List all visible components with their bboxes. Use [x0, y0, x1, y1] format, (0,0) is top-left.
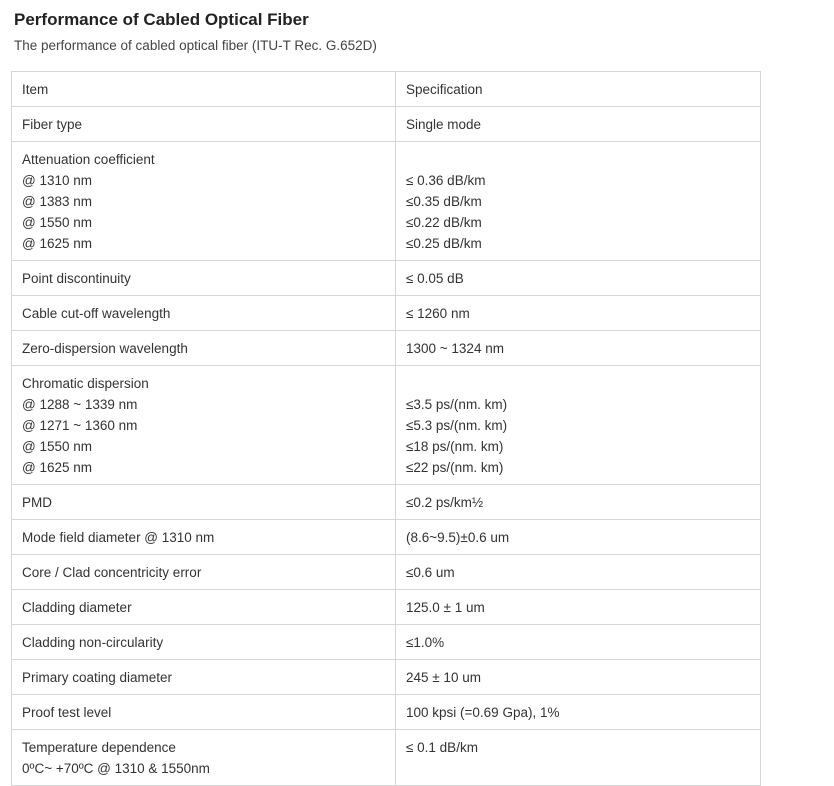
specification-text: ≤0.22 dB/km [406, 215, 482, 230]
specification-cell [396, 590, 761, 625]
specification-cell [396, 107, 761, 142]
item-cell [12, 520, 396, 555]
table-row [12, 142, 761, 261]
specification-text: ≤5.3 ps/(nm. km) [406, 418, 508, 433]
item-text: @ 1625 nm [22, 460, 92, 475]
item-cell [12, 590, 396, 625]
item-cell [12, 485, 396, 520]
item-text: Temperature dependence [22, 740, 176, 755]
specification-text: ≤0.6 um [406, 565, 455, 580]
specification-text [406, 758, 750, 779]
specification-cell [396, 555, 761, 590]
item-cell [12, 366, 396, 485]
table-header-row [12, 72, 761, 107]
table-row [12, 520, 761, 555]
item-cell [12, 72, 396, 107]
table-row [12, 730, 761, 786]
item-text: Zero-dispersion wavelength [22, 341, 188, 356]
item-text: 0ºC~ +70ºC @ 1310 & 1550nm [22, 761, 210, 776]
specification-text: (8.6~9.5)±0.6 um [406, 530, 510, 545]
specification-text: ≤18 ps/(nm. km) [406, 439, 504, 454]
table-row [12, 555, 761, 590]
table-row [12, 625, 761, 660]
table-row [12, 107, 761, 142]
item-text: @ 1288 ~ 1339 nm [22, 397, 138, 412]
specification-cell [396, 142, 761, 261]
page-subtitle: The performance of cabled optical fiber (ITU-T Rec. G.652D) [14, 38, 377, 53]
item-text: Mode field diameter @ 1310 nm [22, 530, 215, 545]
page-title: Performance of Cabled Optical Fiber [14, 10, 309, 29]
specification-text: 245 ± 10 um [406, 670, 481, 685]
specification-cell [396, 730, 761, 786]
table-row [12, 331, 761, 366]
specification-cell [396, 366, 761, 485]
item-cell [12, 660, 396, 695]
specification-text: ≤1.0% [406, 635, 445, 650]
item-cell [12, 296, 396, 331]
item-cell [12, 695, 396, 730]
item-text: Point discontinuity [22, 271, 131, 286]
item-text: PMD [22, 495, 52, 510]
specification-cell [396, 695, 761, 730]
specification-text [406, 373, 750, 394]
specification-text: ≤0.25 dB/km [406, 236, 482, 251]
specification-table [11, 71, 761, 786]
table-row [12, 660, 761, 695]
specification-text: ≤ 1260 nm [406, 306, 470, 321]
specification-table-body [12, 72, 761, 786]
specification-cell [396, 485, 761, 520]
specification-text: ≤22 ps/(nm. km) [406, 460, 504, 475]
item-text: @ 1383 nm [22, 194, 92, 209]
specification-text: ≤ 0.36 dB/km [406, 173, 486, 188]
specification-text: Specification [406, 82, 483, 97]
item-text: Cladding non-circularity [22, 635, 164, 650]
specification-text: ≤0.35 dB/km [406, 194, 482, 209]
specification-text: ≤ 0.05 dB [406, 271, 464, 286]
item-text: Attenuation coefficient [22, 152, 155, 167]
specification-cell [396, 72, 761, 107]
item-cell [12, 625, 396, 660]
item-text: Core / Clad concentricity error [22, 565, 202, 580]
specification-cell [396, 296, 761, 331]
item-text: @ 1625 nm [22, 236, 92, 251]
item-cell [12, 331, 396, 366]
table-row [12, 366, 761, 485]
item-text: Cladding diameter [22, 600, 132, 615]
item-text: @ 1550 nm [22, 215, 92, 230]
table-row [12, 261, 761, 296]
specification-cell [396, 625, 761, 660]
item-text: Cable cut-off wavelength [22, 306, 171, 321]
item-text: Fiber type [22, 117, 83, 132]
table-row [12, 590, 761, 625]
item-text: Proof test level [22, 705, 112, 720]
item-text: Primary coating diameter [22, 670, 173, 685]
item-cell [12, 730, 396, 786]
specification-text: ≤3.5 ps/(nm. km) [406, 397, 508, 412]
specification-text: 125.0 ± 1 um [406, 600, 485, 615]
specification-text: 1300 ~ 1324 nm [406, 341, 504, 356]
item-text: Chromatic dispersion [22, 376, 149, 391]
item-cell [12, 142, 396, 261]
table-row [12, 695, 761, 730]
specification-cell [396, 660, 761, 695]
item-text: @ 1550 nm [22, 439, 92, 454]
specification-cell [396, 520, 761, 555]
table-row [12, 485, 761, 520]
item-text: @ 1271 ~ 1360 nm [22, 418, 138, 433]
specification-text: ≤0.2 ps/km½ [406, 495, 484, 510]
specification-text: Single mode [406, 117, 482, 132]
specification-cell [396, 261, 761, 296]
specification-text: ≤ 0.1 dB/km [406, 740, 478, 755]
specification-text: 100 kpsi (=0.69 Gpa), 1% [406, 705, 560, 720]
item-cell [12, 555, 396, 590]
item-cell [12, 107, 396, 142]
specification-text [406, 149, 750, 170]
item-text: Item [22, 82, 49, 97]
table-row [12, 296, 761, 331]
item-text: @ 1310 nm [22, 173, 92, 188]
specification-cell [396, 331, 761, 366]
item-cell [12, 261, 396, 296]
